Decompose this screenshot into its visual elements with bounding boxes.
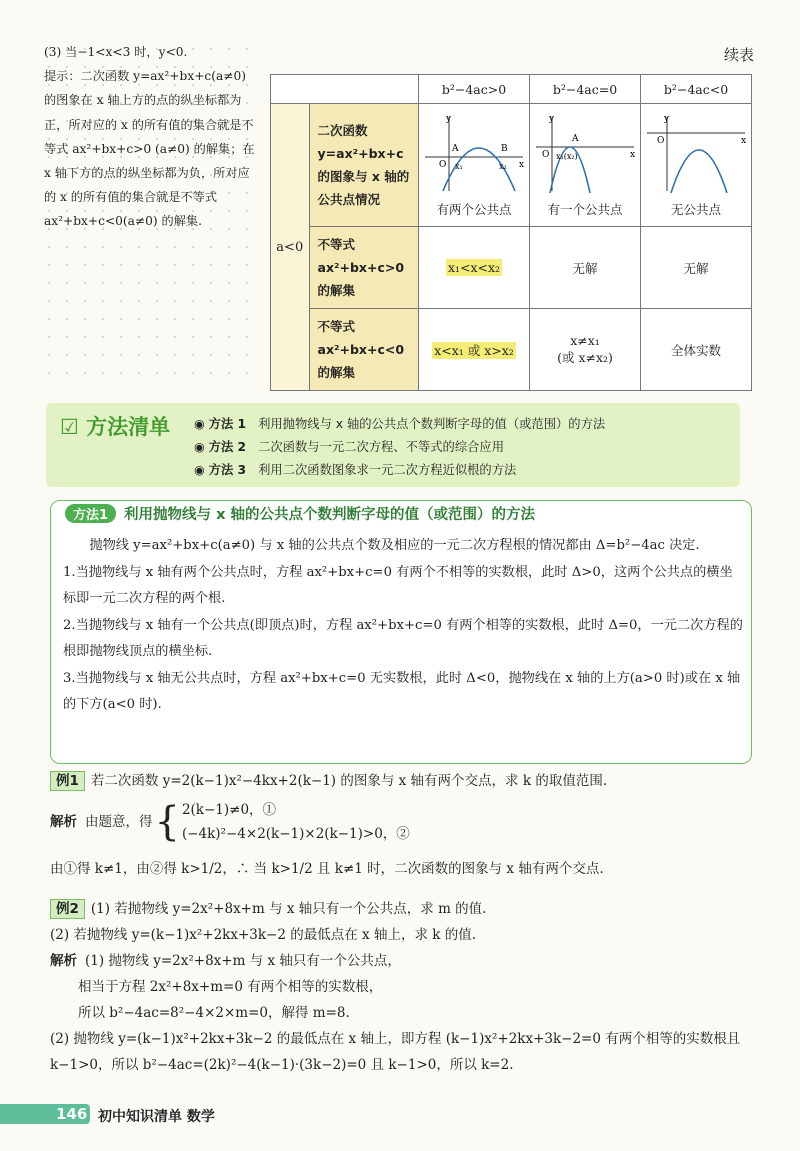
row-header: 二次函数 y=ax²+bx+c 的图象与 x 轴的公共点情况 <box>309 104 418 227</box>
graph-label: x₂ <box>499 161 507 171</box>
method1-paragraph: 1.当抛物线与 x 轴有两个公共点时，方程 ax²+bx+c=0 有两个不相等的实数根，此时 Δ>0，这两个公共点的横坐标即一元二次方程的两个根. <box>63 564 733 606</box>
method-list-title-text: 方法清单 <box>86 415 171 439</box>
method-text: 利用抛物线与 x 轴的公共点个数判断字母的值（或范围）的方法 <box>258 417 606 431</box>
analysis-label: 解析 <box>50 953 77 969</box>
method1-paragraph: 抛物线 y=ax²+bx+c(a≠0) 与 x 轴的公共点个数及相应的一元二次方程根的情况都由 Δ=b²−4ac 决定. <box>89 538 700 553</box>
graph-label: A <box>572 133 579 144</box>
example2-tag: 例2 <box>50 899 85 919</box>
method1-paragraph: 2.当抛物线与 x 轴有一个公共点(即顶点)时，方程 ax²+bx+c=0 有两个相等的实数根，此时 Δ=0，一元二次方程的根即抛物线顶点的横坐标. <box>63 617 743 659</box>
example2-a1b: 相当于方程 2x²+8x+m=0 有两个相等的实数根， <box>78 979 383 995</box>
graph-caption: 无公共点 <box>670 201 721 217</box>
method-key: 方法 3 <box>208 463 247 477</box>
row-header: 不等式 ax²+bx+c<0 的解集 <box>309 309 418 391</box>
method-key: 方法 1 <box>208 417 247 431</box>
method1-paragraph: 3.当抛物线与 x 轴无公共点时，方程 ax²+bx+c=0 无实数根，此时 Δ<0，抛物线在 x 轴的上方(a>0 时)或在 x 轴的下方(a<0 时). <box>63 670 741 712</box>
table-corner <box>271 75 419 104</box>
examples <box>50 768 755 1078</box>
method-list-panel <box>46 403 740 487</box>
table-cell: 无解 <box>641 227 752 309</box>
a-condition: a<0 <box>271 104 310 391</box>
graph-no-point <box>641 113 751 195</box>
method1-badge: 方法1 <box>65 504 116 523</box>
bullet-icon: ◉ <box>194 463 209 477</box>
table-row <box>271 104 752 227</box>
graph-label: O <box>542 149 550 160</box>
graph-cell <box>419 104 530 227</box>
graph-label: x <box>630 149 636 160</box>
continued-label: 续表 <box>723 46 754 64</box>
method-item <box>194 459 605 482</box>
highlighted-answer: x<x₁ 或 x>x₂ <box>434 342 514 358</box>
table-cell <box>530 309 641 391</box>
continued-table <box>270 74 752 391</box>
method-text: 二次函数与一元二次方程、不等式的综合应用 <box>258 440 505 454</box>
page-footer <box>0 1102 800 1126</box>
table-cell <box>419 309 530 391</box>
table-cell-line: x≠x₁ <box>570 333 600 348</box>
example2-q2: (2) 若抛物线 y=(k−1)x²+2kx+3k−2 的最低点在 x 轴上，求 k 的值. <box>50 927 477 943</box>
example1-system <box>50 798 755 846</box>
side-note <box>40 40 263 385</box>
side-note-hint: 提示：二次函数 y=ax²+bx+c(a≠0) 的图象在 x 轴上方的点的纵坐标都为正，所对应的 x 的所有值的集合就是不等式 ax²+bx+c>0 (a≠0) 的解集；在 x 轴下方的点的纵坐标都为负，所对应的 x 的所有值的集合就是不等式 ax²+bx+c<0(a≠0) 的解集. <box>44 69 255 229</box>
graph-cell <box>530 104 641 227</box>
table-cell: 无解 <box>530 227 641 309</box>
method-item <box>194 436 605 459</box>
example1-question-text: 若二次函数 y=2(k−1)x²−4kx+2(k−1) 的图象与 x 轴有两个交点，求 k 的取值范围. <box>90 773 608 789</box>
graph-one-point <box>530 113 640 195</box>
graph-caption: 有一个公共点 <box>547 201 623 217</box>
table-cell-line: (或 x≠x₂) <box>557 350 613 365</box>
example2-q1 <box>50 896 755 922</box>
example1-tag: 例1 <box>50 771 85 791</box>
highlighted-answer: x₁<x<x₂ <box>447 260 501 275</box>
bullet-icon: ◉ <box>194 440 209 454</box>
method1-body <box>63 533 743 719</box>
example2-q1-text: (1) 若抛物线 y=2x²+8x+m 与 x 轴只有一个公共点，求 m 的值. <box>90 901 487 917</box>
graph-label: y <box>446 113 452 124</box>
method-key: 方法 2 <box>208 440 247 454</box>
analysis-lead: 由题意，得 <box>85 814 153 830</box>
table-cell: 全体实数 <box>641 309 752 391</box>
graph-label: x₁ <box>455 161 463 171</box>
side-note-line: (3) 当−1<x<3 时，y<0. <box>44 45 188 59</box>
analysis-label: 解析 <box>50 814 77 830</box>
checkbox-icon: ☑ <box>60 415 79 439</box>
table-cell <box>419 227 530 309</box>
equation-system <box>182 798 410 846</box>
method1-title: 利用抛物线与 x 轴的公共点个数判断字母的值（或范围）的方法 <box>124 507 535 523</box>
row-header: 不等式 ax²+bx+c>0 的解集 <box>309 227 418 309</box>
bullet-icon: ◉ <box>194 417 209 431</box>
page-number: 146 <box>56 1105 88 1123</box>
table-header-row <box>271 75 752 104</box>
graph-label: y <box>664 113 670 124</box>
graph-caption: 有两个公共点 <box>436 201 512 217</box>
footer-title: 初中知识清单 数学 <box>98 1109 215 1125</box>
method-list <box>194 413 605 482</box>
table-col-header: b²−4ac>0 <box>419 75 530 104</box>
table-col-header: b²−4ac=0 <box>530 75 641 104</box>
example1-question <box>50 768 755 794</box>
graph-label: B <box>501 143 508 154</box>
method-item <box>194 413 605 436</box>
method-text: 利用二次函数图象求一元二次方程近似根的方法 <box>258 463 517 477</box>
graph-label: x₁(x₂) <box>556 151 578 161</box>
graph-label: x <box>741 135 747 146</box>
example2-a2: (2) 抛物线 y=(k−1)x²+2kx+3k−2 的最低点在 x 轴上，即方程 (k−1)x²+2kx+3k−2=0 有两个相等的实数根且 k−1>0，所以 b²−4ac=(2k)²−4(k−1)·(3k−2)=0 且 k−1>0，所以 k=2. <box>50 1031 741 1073</box>
method-list-title <box>60 411 170 441</box>
equation-line: (−4k)²−4×2(k−1)×2(k−1)>0，② <box>181 826 410 842</box>
graph-label: x <box>519 159 525 170</box>
method1-heading <box>65 503 535 524</box>
example2-a1 <box>50 948 755 974</box>
graph-label: A <box>452 143 459 154</box>
table-row <box>271 227 752 309</box>
brace-icon: { <box>154 799 180 845</box>
graph-cell <box>641 104 752 227</box>
graph-label: O <box>439 159 447 170</box>
example1-conclusion: 由①得 k≠1，由②得 k>1/2，∴ 当 k>1/2 且 k≠1 时，二次函数的图象与 x 轴有两个交点. <box>50 861 604 877</box>
graph-label: O <box>657 135 665 146</box>
table-row <box>271 309 752 391</box>
method1-box <box>50 500 752 764</box>
equation-line: 2(k−1)≠0，① <box>181 802 277 818</box>
table-col-header: b²−4ac<0 <box>641 75 752 104</box>
graph-two-points <box>419 113 529 195</box>
graph-label: y <box>549 113 555 124</box>
example2-a1-text: (1) 抛物线 y=2x²+8x+m 与 x 轴只有一个公共点， <box>85 953 401 969</box>
example2-a1c: 所以 b²−4ac=8²−4×2×m=0，解得 m=8. <box>78 1005 350 1021</box>
